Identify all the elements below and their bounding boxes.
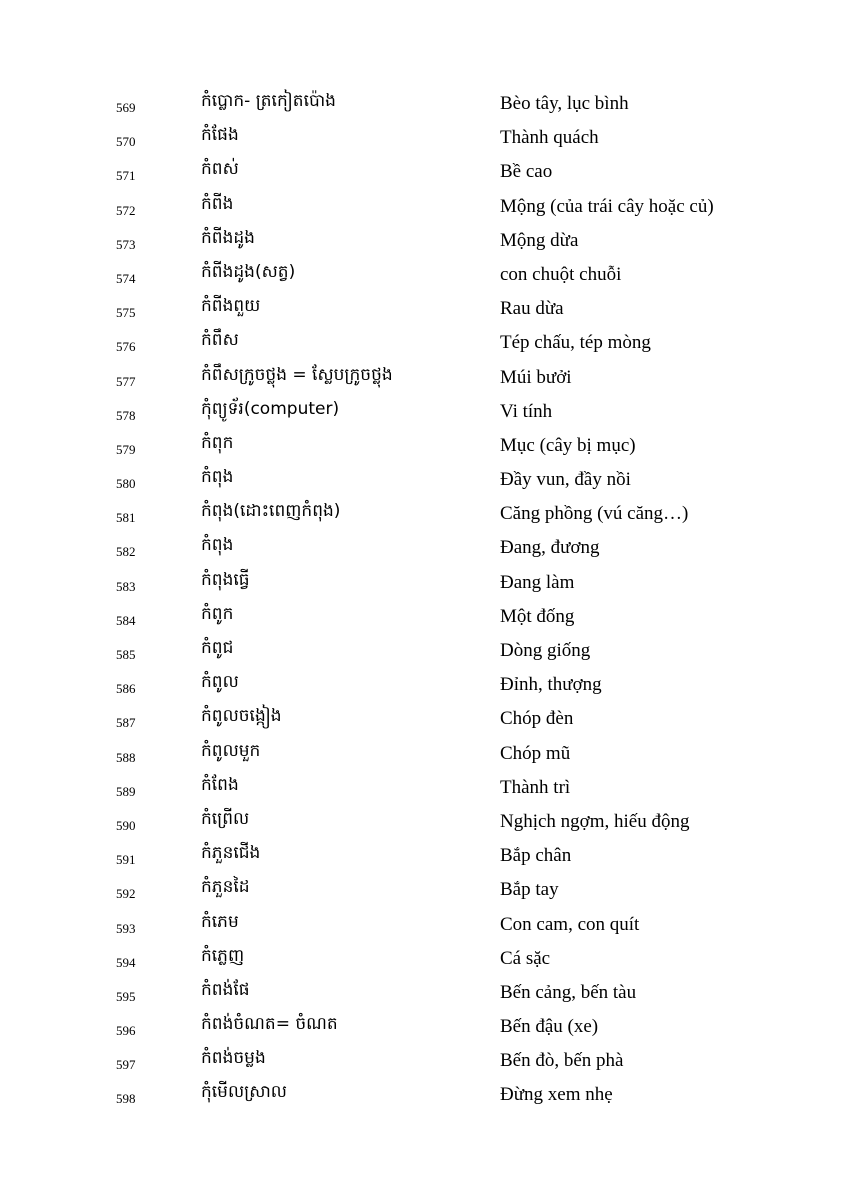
khmer-term: កំពូលមួក [201, 740, 261, 761]
vietnamese-translation: con chuột chuỗi [500, 263, 622, 285]
entry-row [0, 154, 848, 188]
vietnamese-translation: Rau dừa [500, 298, 564, 320]
vietnamese-translation: Vi tính [500, 400, 553, 422]
entry-number: 581 [116, 510, 136, 526]
khmer-term: កំពូក [201, 603, 234, 624]
entry-row [0, 599, 848, 633]
khmer-term: កំពង់ចម្លង [201, 1048, 266, 1069]
vietnamese-translation: Bề cao [500, 161, 553, 183]
vietnamese-translation: Bắp chân [500, 845, 572, 867]
vietnamese-translation: Cá sặc [500, 947, 551, 969]
khmer-term: កំពឹស [201, 330, 239, 351]
entry-number: 589 [116, 783, 136, 799]
entry-number: 577 [116, 373, 136, 389]
vietnamese-translation: Chóp đèn [500, 708, 574, 730]
entry-number: 591 [116, 852, 136, 868]
entry-row [0, 86, 848, 120]
entry-number: 586 [116, 681, 136, 697]
khmer-term: កំព្រើល [201, 808, 250, 829]
entry-list [0, 86, 848, 1112]
khmer-term: កំពែង [201, 774, 239, 795]
entry-number: 576 [116, 339, 136, 355]
entry-number: 579 [116, 441, 136, 457]
khmer-term: កំពឹសក្រូចថ្លុង = ស្លែបក្រូចថ្លុង [201, 364, 393, 385]
entry-number: 595 [116, 988, 136, 1004]
vietnamese-translation: Căng phồng (vú căng…) [500, 503, 689, 525]
vietnamese-translation: Tép chấu, tép mòng [500, 332, 651, 354]
entry-number: 575 [116, 305, 136, 321]
entry-number: 590 [116, 817, 136, 833]
entry-number: 593 [116, 920, 136, 936]
entry-row [0, 462, 848, 496]
entry-number: 592 [116, 886, 136, 902]
entry-row [0, 325, 848, 359]
entry-number: 569 [116, 100, 136, 115]
entry-row [0, 633, 848, 667]
khmer-term: កំផែង [201, 125, 239, 146]
entry-number: 597 [116, 1057, 136, 1073]
vietnamese-translation: Bến đò, bến phà [500, 1050, 624, 1072]
vietnamese-translation: Múi bưởi [500, 366, 572, 388]
khmer-term: កំភួនជើង [201, 843, 261, 864]
entry-row [0, 257, 848, 291]
entry-row [0, 941, 848, 975]
khmer-term: កំពង់ផែ [201, 979, 250, 1000]
vietnamese-translation: Dòng giống [500, 640, 591, 661]
khmer-term: កំប្លោក- ត្រកៀតប៉ោង [201, 91, 336, 111]
khmer-term: កំពូលចង្កៀង [201, 706, 282, 727]
entry-number: 582 [116, 544, 136, 560]
entry-row [0, 701, 848, 735]
khmer-term: កំពីង [201, 193, 234, 214]
vietnamese-translation: Đang, đương [500, 537, 600, 559]
khmer-term: កំពុង [201, 467, 234, 488]
entry-row [0, 223, 848, 257]
entry-row [0, 1043, 848, 1077]
entry-row [0, 291, 848, 325]
entry-number: 571 [116, 168, 136, 184]
entry-number: 587 [116, 715, 136, 731]
entry-row [0, 770, 848, 804]
khmer-term: កំពុងធ្វើ [201, 569, 250, 590]
entry-row [0, 565, 848, 599]
khmer-term: កុំព្យូទ័រ(computer) [201, 398, 340, 419]
vietnamese-translation: Mộng dừa [500, 229, 579, 251]
khmer-term: កំពុក [201, 432, 234, 453]
vietnamese-translation: Mục (cây bị mục) [500, 434, 636, 456]
entry-number: 598 [116, 1091, 136, 1107]
khmer-term: កំពីងដូង(សត្វ) [201, 261, 296, 282]
khmer-term: កំពីងដូង [201, 227, 255, 248]
khmer-term: កំពស់ [201, 159, 239, 180]
vietnamese-translation: Một đống [500, 605, 575, 627]
entry-number: 585 [116, 647, 136, 662]
entry-row [0, 975, 848, 1009]
entry-row [0, 667, 848, 701]
entry-number: 584 [116, 612, 136, 628]
entry-number: 574 [116, 270, 136, 286]
khmer-term: កំពុង [201, 535, 234, 556]
khmer-term: កំភួនដៃ [201, 877, 250, 898]
khmer-term: កុំមើលស្រាល [201, 1082, 287, 1103]
khmer-term: កំភ្លេញ [201, 945, 245, 966]
entry-number: 583 [116, 578, 136, 594]
entry-number: 578 [116, 407, 136, 423]
vietnamese-translation: Con cam, con quít [500, 913, 640, 935]
khmer-term: កំពូជ [201, 638, 234, 658]
entry-row [0, 360, 848, 394]
entry-number: 580 [116, 476, 136, 492]
khmer-term: កំភេម [201, 911, 239, 932]
entry-number: 594 [116, 954, 136, 970]
entry-number: 573 [116, 236, 136, 252]
vietnamese-translation: Bắp tay [500, 879, 559, 901]
vietnamese-translation: Đang làm [500, 571, 575, 593]
entry-row [0, 428, 848, 462]
entry-row [0, 530, 848, 564]
khmer-term: កំពុង(ដោះពេញកំពុង) [201, 501, 341, 522]
entry-row [0, 872, 848, 906]
vietnamese-translation: Nghịch ngợm, hiếu động [500, 810, 690, 832]
vietnamese-translation: Đỉnh, thượng [500, 674, 602, 696]
entry-number: 572 [116, 202, 136, 218]
entry-row [0, 496, 848, 530]
entry-number: 596 [116, 1023, 136, 1039]
entry-row [0, 1009, 848, 1043]
vietnamese-translation: Chóp mũ [500, 742, 571, 764]
entry-row [0, 1077, 848, 1111]
vietnamese-translation: Đầy vun, đầy nồi [500, 469, 631, 491]
vietnamese-translation: Bến cảng, bến tàu [500, 981, 637, 1003]
entry-number: 570 [116, 134, 136, 150]
vietnamese-translation: Thành trì [500, 776, 571, 798]
vietnamese-translation: Bến đậu (xe) [500, 1016, 599, 1038]
khmer-term: កំពីងពួយ [201, 296, 261, 317]
entry-row [0, 736, 848, 770]
entry-row [0, 907, 848, 941]
vietnamese-translation: Thành quách [500, 127, 599, 149]
vietnamese-translation: Mộng (của trái cây hoặc củ) [500, 195, 714, 217]
entry-row [0, 804, 848, 838]
vietnamese-translation: Bèo tây, lục bình [500, 93, 629, 114]
khmer-term: កំពូល [201, 672, 239, 693]
entry-row [0, 394, 848, 428]
khmer-term: កំពង់ចំណត= ចំណត [201, 1014, 338, 1035]
entry-row [0, 120, 848, 154]
entry-number: 588 [116, 749, 136, 765]
entry-row [0, 189, 848, 223]
vietnamese-translation: Đừng xem nhẹ [500, 1084, 613, 1106]
entry-row [0, 838, 848, 872]
